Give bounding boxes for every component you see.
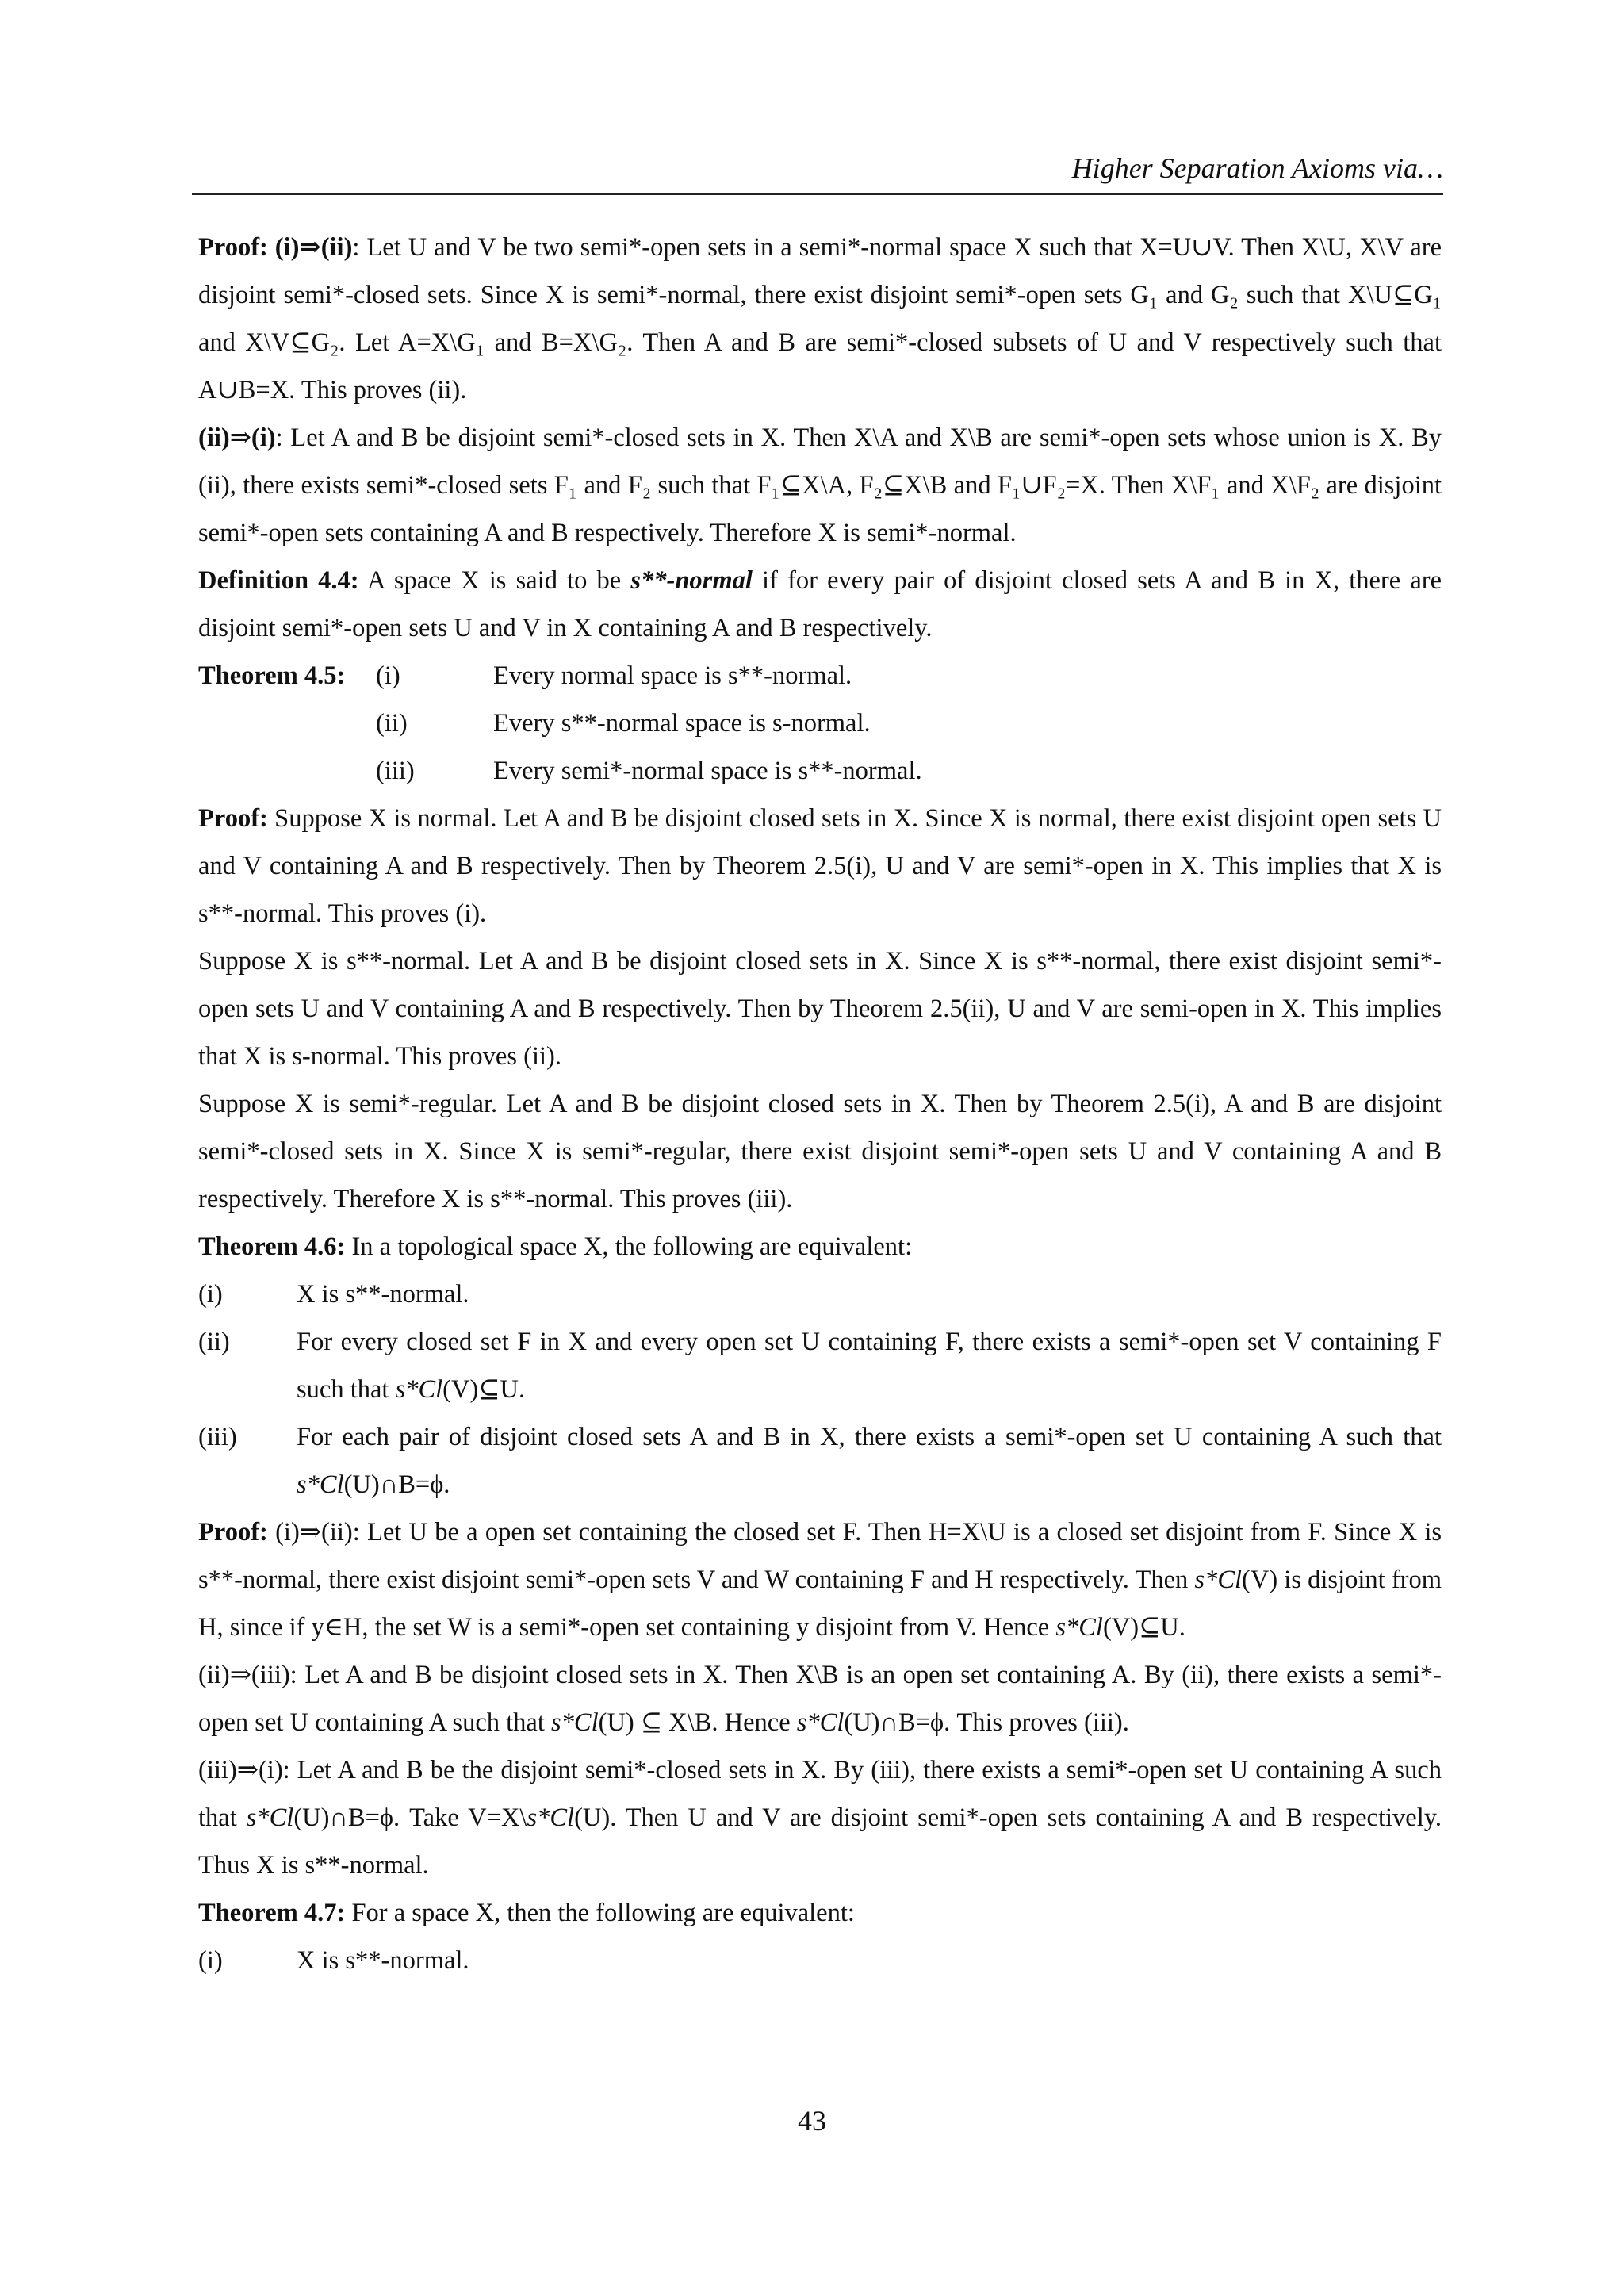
proof-label: Proof: (i)⇒(ii): [198, 233, 353, 262]
item-text: Every s**-normal space is s-normal.: [493, 709, 871, 738]
item-number: (iii): [376, 757, 415, 785]
item-text: Every normal space is s**-normal.: [493, 661, 852, 690]
proof-text: (V) is disjoint from H, since if y∈H, the set W is a semi*-open set containing y disjoint from V. Hence: [198, 1566, 1442, 1642]
proof-ii-i: [198, 414, 1442, 557]
definition-label: Definition 4.4:: [198, 566, 359, 595]
item-text-part: For every closed set F in X and every open set U containing F, there exists a semi*-open set V containing F such that: [297, 1328, 1442, 1404]
running-header: Higher Separation Axioms via…: [1071, 152, 1443, 184]
theorem-item: [198, 1937, 1442, 1984]
header-rule: [192, 193, 1443, 195]
proof-text: (U). Then U and V are disjoint semi*-open sets containing A and B respectively. Thus X is s**-normal.: [198, 1803, 1442, 1880]
definition-4-4: [198, 557, 1442, 652]
item-number: (iii): [198, 1423, 237, 1451]
theorem-item: [198, 1318, 1442, 1413]
proof-text: : Let A and B be disjoint semi*-closed sets in X. Then X\A and X\B are semi*-open sets whose union is X. By (ii), there exists semi*-closed sets F₁ and F₂ such that F₁⊆X\A, F₂⊆X\B and F₁∪F₂=X. Then X\F₁ and X\F₂ are disjoint semi*-open sets containing A and B respectively. Therefore X is semi*-normal.: [198, 424, 1442, 547]
proof-paragraph: Suppose X is semi*-regular. Let A and B be disjoint closed sets in X. Then by Theorem 2.5(i), A and B are disjoint semi*-closed sets in X. Since X is semi*-regular, there exist disjoint semi*-open sets U and V containing A and B respectively. Therefore X is s**-normal. This proves (iii).: [198, 1090, 1442, 1213]
theorem-label: Theorem 4.5:: [198, 661, 346, 690]
item-text: Every semi*-normal space is s**-normal.: [493, 757, 922, 785]
theorem-4-7: [198, 1889, 1442, 1937]
proof-paragraph: [198, 1651, 1442, 1746]
theorem-intro: In a topological space X, the following are equivalent:: [345, 1232, 913, 1261]
closure-operator: s*Cl: [297, 1470, 344, 1499]
item-text: [297, 1318, 1442, 1413]
proof-label: Proof:: [198, 804, 268, 833]
theorem-item: [198, 1271, 1442, 1318]
item-text-part: For each pair of disjoint closed sets A and B in X, there exists a semi*-open set U containing A such that: [297, 1423, 1442, 1451]
proof-paragraph: Suppose X is s**-normal. Let A and B be disjoint closed sets in X. Since X is s**-normal, there exist disjoint semi*-open sets U and V containing A and B respectively. Then by Theorem 2.5(ii), U and V are semi-open in X. This implies that X is s-normal. This proves (ii).: [198, 947, 1442, 1071]
closure-operator: s*Cl: [1055, 1613, 1103, 1642]
defined-term: s**-normal: [630, 566, 753, 595]
proof-theorem-4-5: [198, 795, 1442, 937]
item-text-part: (U)∩B=ϕ.: [343, 1470, 450, 1499]
proof-text: (U)∩B=ϕ. Take V=X\: [293, 1803, 527, 1832]
item-text: X is s**-normal.: [297, 1280, 469, 1309]
closure-operator: s*Cl: [395, 1375, 443, 1404]
theorem-item: [198, 1413, 1442, 1508]
theorem-label: Theorem 4.7:: [198, 1899, 346, 1927]
page-body: [198, 224, 1442, 1984]
theorem-4-5: [198, 652, 1442, 795]
proof-label: Proof:: [198, 1518, 268, 1547]
proof-text: (ii)⇒(iii): Let A and B be disjoint closed sets in X. Then X\B is an open set containing A. By (ii), there exists a semi*-open set U containing A such that: [198, 1661, 1442, 1737]
theorem-label: Theorem 4.6:: [198, 1232, 346, 1261]
proof-theorem-4-6: [198, 1508, 1442, 1651]
theorem-item: [198, 700, 1442, 747]
proof-text: (U)∩B=ϕ. This proves (iii).: [844, 1708, 1129, 1737]
item-number: (ii): [376, 709, 408, 738]
item-text-part: (V)⊆U.: [442, 1375, 526, 1404]
item-text: X is s**-normal.: [297, 1946, 469, 1975]
proof-text: (V)⊆U.: [1102, 1613, 1185, 1642]
item-number: (i): [198, 1946, 223, 1975]
definition-text: if for every pair of disjoint closed sets A and B in X, there are disjoint semi*-open sets U and V in X containing A and B respectively.: [198, 566, 1442, 642]
theorem-item: [198, 747, 1442, 795]
proof-text: Suppose X is normal. Let A and B be disjoint closed sets in X. Since X is normal, there exist disjoint open sets U and V containing A and B respectively. Then by Theorem 2.5(i), U and V are semi*-open in X. This implies that X is s**-normal. This proves (i).: [198, 804, 1442, 928]
item-number: (i): [376, 661, 400, 690]
proof-text: (U) ⊆ X\B. Hence: [598, 1708, 797, 1737]
theorem-intro: For a space X, then the following are equivalent:: [345, 1899, 855, 1927]
proof-text: : Let U and V be two semi*-open sets in a semi*-normal space X such that X=U∪V. Then X\U, X\V are disjoint semi*-closed sets. Since X is semi*-normal, there exist disjoint semi*-open sets G₁ and G₂ such that X\U⊆G₁ and X\V⊆G₂. Let A=X\G₁ and B=X\G₂. Then A and B are semi*-closed subsets of U and V respectively such that A∪B=X. This proves (ii).: [198, 233, 1442, 404]
item-number: (i): [198, 1280, 223, 1309]
closure-operator: s*Cl: [527, 1803, 575, 1832]
proof-text: (i)⇒(ii): Let U be a open set containing the closed set F. Then H=X\U is a closed set disjoint from F. Since X is s**-normal, there exist disjoint semi*-open sets V and W containing F and H respectively. Then: [198, 1518, 1442, 1594]
closure-operator: s*Cl: [551, 1708, 599, 1737]
closure-operator: s*Cl: [1194, 1566, 1243, 1594]
proof-i-ii: [198, 224, 1442, 414]
definition-text: A space X is said to be: [358, 566, 631, 595]
closure-operator: s*Cl: [246, 1803, 294, 1832]
proof-text: (iii)⇒(i): Let A and B be the disjoint semi*-closed sets in X. By (iii), there exists a semi*-open set U containing A such that: [198, 1756, 1442, 1832]
theorem-4-6: [198, 1223, 1442, 1271]
proof-paragraph: [198, 1746, 1442, 1889]
proof-label: (ii)⇒(i): [198, 424, 276, 452]
page-number: 43: [798, 2105, 826, 2137]
closure-operator: s*Cl: [796, 1708, 845, 1737]
item-number: (ii): [198, 1328, 230, 1356]
theorem-item: [198, 652, 1442, 700]
item-text: [297, 1413, 1442, 1508]
